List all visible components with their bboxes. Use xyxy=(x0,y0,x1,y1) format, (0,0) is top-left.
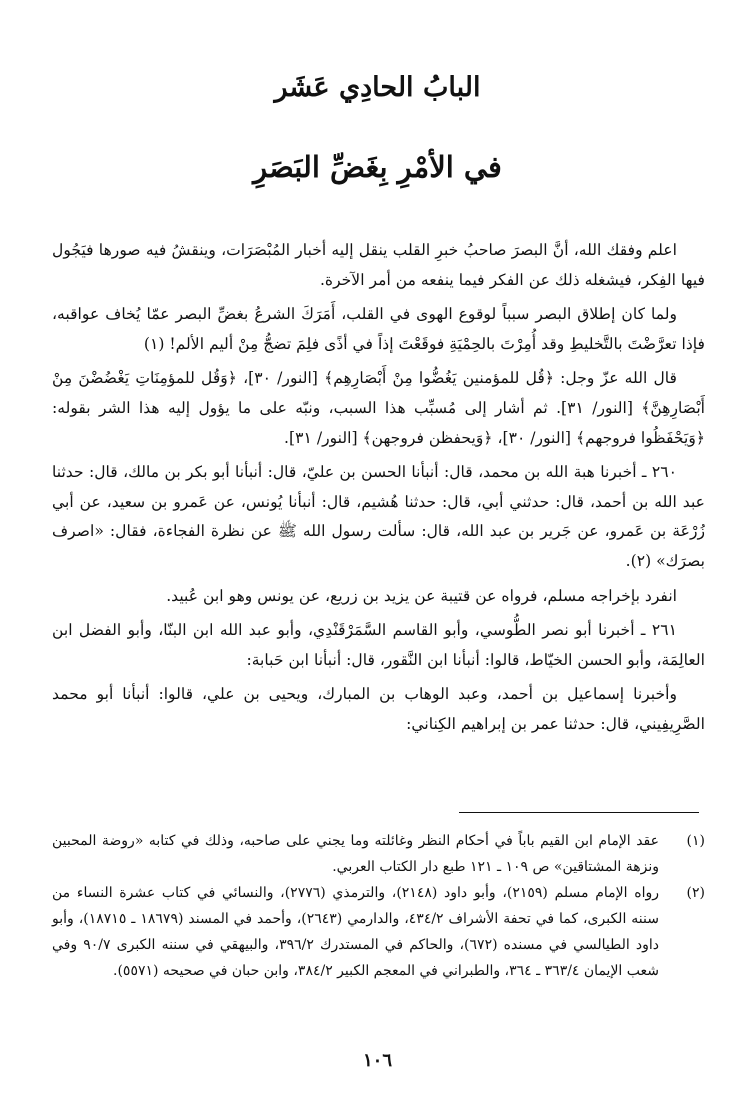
footnote-1 xyxy=(52,828,705,880)
paragraph-intro: اعلم وفقك الله، أنَّ البصرَ صاحبُ خبرِ القلب ينقل إليه أخبار المُبْصَرَات، وينقشُ فيه صورها فيَجُول فيها الفِكر، فيشغله ذلك عن الفكر فيما ينفعه من أمر الآخرة. xyxy=(52,241,705,289)
body-text xyxy=(52,236,705,745)
paragraph-hadith-261: ٢٦١ ـ أخبرنا أبو نصر الطُّوسي، وأبو القاسم السَّمَرْقَنْدِي، وأبو عبد الله ابن البنّا، وأبو الفضل ابن العالِمَة، وأبو الحسن الخيّاط، قالوا: أنبأنا ابن النَّقور، قال: أنبأنا ابن حَبابة: xyxy=(52,621,705,669)
footnote-2 xyxy=(52,880,705,984)
footnote-number: (١) xyxy=(686,833,705,849)
footnote-divider xyxy=(459,812,699,813)
footnote-text: رواه الإمام مسلم (٢١٥٩)، وأبو داود (٢١٤٨)، والترمذي (٢٧٧٦)، والنسائي في كتاب عشرة النساء من سننه الكبرى، كما في تحفة الأشراف ٤٣٤/٢، والدارمي (٢٦٤٣)، وأحمد في المسند (١٨٦٧٩ ـ ١٨٧١٥)، وأبو داود الطيالسي في مسنده (٦٧٢)، والحاكم في المستدرك ٣٩٦/٢، والبيهقي في سننه الكبرى ٩٠/٧ وفي شعب الإيمان ٣٦٣/٤ ـ ٣٦٤، والطبراني في المعجم الكبير ٣٨٤/٢، وابن حبان في صحيحه (٥٥٧١). xyxy=(52,885,659,979)
chapter-title: البابُ الحادِي عَشَر xyxy=(274,72,481,103)
footnotes xyxy=(52,828,705,984)
paragraph-chain: وأخبرنا إسماعيل بن أحمد، وعبد الوهاب بن المبارك، ويحيى بن علي، قالوا: أنبأنا أبو محمد الصَّرِيفِيني، قال: حدثنا عمر بن إبراهيم الكِناني: xyxy=(52,685,705,733)
chapter-subtitle: في الأمْرِ بِغَضِّ البَصَرِ xyxy=(253,150,502,184)
footnote-number: (٢) xyxy=(686,885,705,901)
paragraph-gaze: ولما كان إطلاق البصر سبباً لوقوع الهوى في القلب، أَمَرَكَ الشرعُ بغضِّ البصر عمّا يُخاف عواقبه، فإذا تعرَّضْتَ بالتَّخليطِ وقد أُمِرْتَ بالحِمْيَةِ فوقَعْتَ إذاً في أذًى فلِمَ تضجُّ مِنْ أليم الألم! (١) xyxy=(52,305,705,353)
footnote-text: عقد الإمام ابن القيم باباً في أحكام النظر وغائلته وما يجني على صاحبه، وذلك في كتابه «روضة المحبين ونزهة المشتاقين» ص ١٠٩ ـ ١٢١ طبع دار الكتاب العربي. xyxy=(52,833,659,875)
paragraph-muslim: انفرد بإخراجه مسلم، فرواه عن قتيبة عن يزيد بن زريع، عن يونس وهو ابن عُبيد. xyxy=(166,586,677,605)
page-number: ١٠٦ xyxy=(362,1050,392,1071)
paragraph-hadith-260: ٢٦٠ ـ أخبرنا هبة الله بن محمد، قال: أنبأنا الحسن بن عليّ، قال: أنبأنا أبو بكر بن مالك، قال: حدثنا عبد الله بن أحمد، قال: حدثني أبي، قال: حدثنا هُشيم، قال: أنبأنا يُونس، عن عَمرو بن سعيد، عن أبي زُرْعَة بن عَمرو، عن جَرير بن عبد الله، قال: سألت رسول الله ﷺ عن نظرة الفجاءة، فقال: «اصرف بصرَك» (٢). xyxy=(52,463,705,570)
paragraph-quran: قال الله عزّ وجل: ﴿قُل للمؤمنين يَغُضُّوا مِنْ أَبْصَارِهِم﴾ [النور/ ٣٠]، ﴿وَقُل للمؤمِنَاتِ يَغْضُضْنَ مِنْ أَبْصَارِهِنَّ﴾ [النور/ ٣١]. ثم أشار إلى مُسبِّب هذا السبب، ونبّه على ما يؤول إليه هذا الشر بقوله: ﴿وَيَحْفَظُوا فروجهم﴾ [النور/ ٣٠]، ﴿وَيحفظن فروجهن﴾ [النور/ ٣١]. xyxy=(52,369,705,447)
